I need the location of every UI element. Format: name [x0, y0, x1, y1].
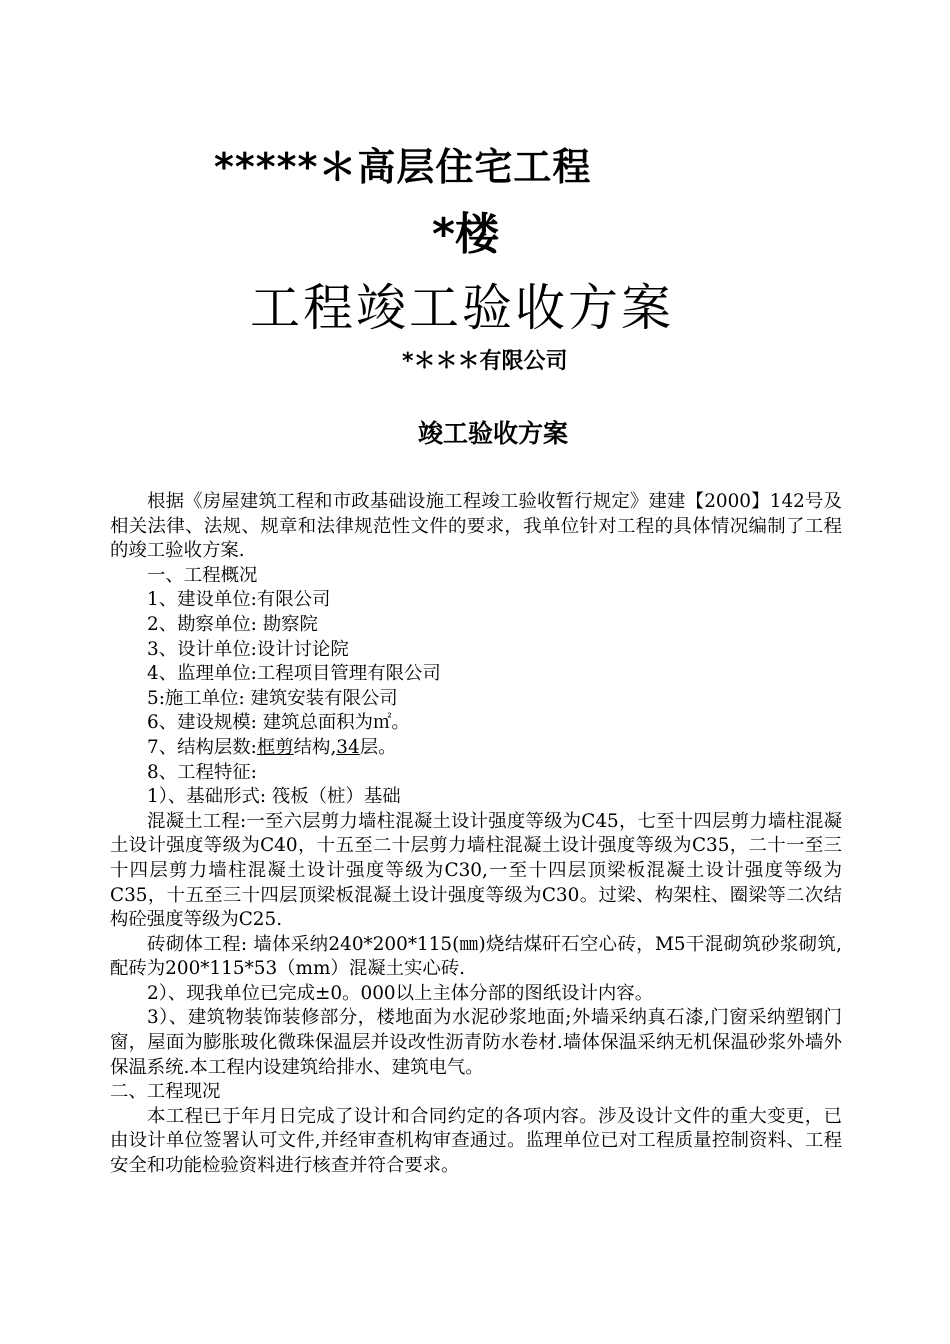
structure-label: 7、结构层数:: [147, 736, 257, 758]
structure-suffix: 层。: [359, 736, 397, 758]
list-item-structure: [110, 736, 842, 761]
structure-type: 框剪: [256, 736, 294, 758]
list-item-supervision: 4、监理单位:工程项目管理有限公司: [147, 663, 441, 685]
list-item-construction: 5:施工单位: 建筑安装有限公司: [147, 687, 398, 709]
list-item-owner: 1、建设单位:有限公司: [147, 589, 331, 611]
section-subtitle: 竣工验收方案: [418, 419, 569, 448]
feature-decoration: 3）、建筑物装饰装修部分，楼地面为水泥砂浆地面;外墙采纳真石漆,门窗采纳塑钢门窗，屋面为膨胀玻化微珠保温层并设改性沥青防水卷材.墙体保温采纳无机保温砂浆外墙外保温系统.本工程内设建筑给排水、建筑电气。: [110, 1007, 842, 1078]
intro-paragraph: 根据《房屋建筑工程和市政基础设施工程竣工验收暂行规定》建建【2000】142号及相关法律、法规、规章和法律规范性文件的要求，我单位针对工程的具体情况编制了工程的竣工验收方案.: [110, 491, 842, 562]
feature-progress: 2）、现我单位已完成±0。000以上主体分部的图纸设计内容。: [147, 982, 654, 1004]
masonry-paragraph: 砖砌体工程: 墙体采纳240*200*115(㎜)烧结煤矸石空心砖，M5干混砌筑砂浆砌筑,配砖为200*115*53（mm）混凝土实心砖.: [110, 933, 842, 980]
list-item-features: 8、工程特征:: [147, 761, 257, 783]
list-item-survey: 2、勘察单位: 勘察院: [147, 613, 318, 635]
project-title: *****＊高层住宅工程: [214, 145, 592, 189]
list-item-design: 3、设计单位:设计讨论院: [147, 638, 349, 660]
plan-title: 工程竣工验收方案: [250, 279, 674, 337]
building-title: *楼: [432, 209, 500, 260]
status-paragraph: 本工程已于年月日完成了设计和合同约定的各项内容。涉及设计文件的重大变更，已由设计单位签署认可文件,并经审查机构审查通过。监理单位已对工程质量控制资料、工程安全和功能检验资料进行核查并符合要求。: [110, 1105, 842, 1177]
floor-count: 34: [336, 736, 360, 758]
company-name: *＊＊＊有限公司: [402, 349, 568, 374]
document-body: [110, 490, 842, 1179]
concrete-paragraph: 混凝土工程:一至六层剪力墙柱混凝土设计强度等级为C45，七至十四层剪力墙柱混凝土设计强度等级为C40，十五至二十层剪力墙柱混凝土设计强度等级为C35，二十一至三十四层剪力墙柱混凝土设计强度等级为C30,一至十四层顶梁板混凝土设计强度等级为C35，十五至三十四层顶梁板混凝土设计强度等级为C30。过梁、构架柱、圈梁等二次结构砼强度等级为C25.: [110, 810, 842, 931]
list-item-scale: 6、建设规模: 建筑总面积为㎡。: [147, 712, 410, 734]
section-heading-overview: 一、工程概况: [147, 564, 258, 586]
structure-mid: 结构,: [293, 736, 337, 758]
feature-foundation: 1）、基础形式: 筏板（桩）基础: [147, 786, 401, 808]
section-heading-status: 二、工程现况: [110, 1081, 221, 1103]
